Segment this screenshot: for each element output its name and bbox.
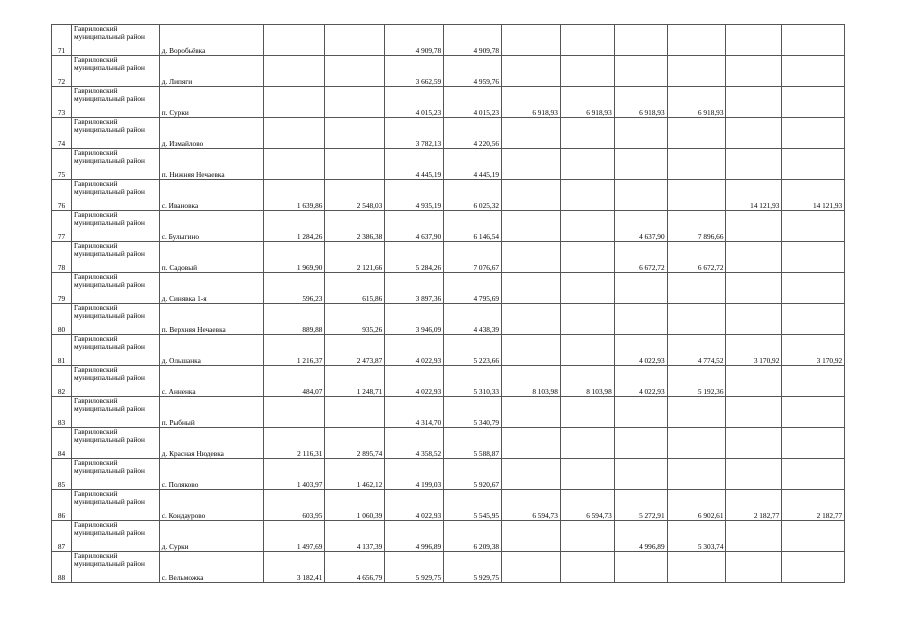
value-cell	[667, 25, 726, 56]
value-cell	[263, 25, 325, 56]
value-cell	[325, 25, 385, 56]
value-cell	[614, 304, 667, 335]
value-cell	[726, 521, 782, 552]
value-cell	[614, 552, 667, 583]
value-cell	[782, 428, 845, 459]
value-cell	[782, 397, 845, 428]
row-number-cell: 87	[52, 521, 72, 552]
value-cell: 2 116,31	[263, 428, 325, 459]
value-cell: 5 588,87	[444, 428, 502, 459]
value-cell: 4 438,39	[444, 304, 502, 335]
value-cell	[614, 180, 667, 211]
value-cell: 4 199,03	[385, 459, 444, 490]
value-cell	[726, 25, 782, 56]
value-cell: 4 220,56	[444, 118, 502, 149]
value-cell	[502, 242, 561, 273]
district-cell: Гавриловский муниципальный район	[71, 428, 159, 459]
row-number-cell: 74	[52, 118, 72, 149]
district-cell: Гавриловский муниципальный район	[71, 56, 159, 87]
value-cell: 6 594,73	[560, 490, 614, 521]
row-number-cell: 81	[52, 335, 72, 366]
value-cell: 2 182,77	[782, 490, 845, 521]
value-cell	[726, 87, 782, 118]
value-cell	[560, 397, 614, 428]
value-cell: 4 022,93	[614, 335, 667, 366]
value-cell: 4 022,93	[385, 490, 444, 521]
value-cell	[502, 521, 561, 552]
value-cell	[560, 304, 614, 335]
settlement-cell: п. Нижняя Нечаевка	[159, 149, 263, 180]
value-cell	[782, 521, 845, 552]
value-cell	[560, 149, 614, 180]
district-cell: Гавриловский муниципальный район	[71, 211, 159, 242]
settlement-cell: п. Сурки	[159, 87, 263, 118]
district-cell: Гавриловский муниципальный район	[71, 397, 159, 428]
value-cell: 2 182,77	[726, 490, 782, 521]
value-cell	[667, 180, 726, 211]
value-cell: 4 022,93	[385, 335, 444, 366]
value-cell: 6 918,93	[502, 87, 561, 118]
value-cell: 1 639,86	[263, 180, 325, 211]
value-cell: 4 996,89	[385, 521, 444, 552]
value-cell	[325, 149, 385, 180]
value-cell	[667, 56, 726, 87]
table-body	[52, 25, 905, 583]
value-cell	[614, 459, 667, 490]
value-cell: 3 662,59	[385, 56, 444, 87]
value-cell: 2 473,87	[325, 335, 385, 366]
row-number-cell: 82	[52, 366, 72, 397]
value-cell	[560, 428, 614, 459]
value-cell	[726, 397, 782, 428]
row-number-cell: 77	[52, 211, 72, 242]
table-row	[52, 397, 905, 428]
value-cell: 889,88	[263, 304, 325, 335]
value-cell: 2 121,66	[325, 242, 385, 273]
value-cell	[782, 304, 845, 335]
district-cell: Гавриловский муниципальный район	[71, 180, 159, 211]
value-cell: 4 656,79	[325, 552, 385, 583]
tariff-table	[51, 24, 905, 583]
value-cell: 4 022,93	[614, 366, 667, 397]
value-cell: 4 637,90	[385, 211, 444, 242]
table-row	[52, 304, 905, 335]
value-cell	[667, 397, 726, 428]
settlement-cell: с. Вельможка	[159, 552, 263, 583]
value-cell	[667, 552, 726, 583]
settlement-cell: д. Измайлово	[159, 118, 263, 149]
value-cell	[782, 211, 845, 242]
value-cell: 596,23	[263, 273, 325, 304]
value-cell: 5 920,67	[444, 459, 502, 490]
value-cell	[782, 87, 845, 118]
value-cell	[726, 242, 782, 273]
value-cell: 6 025,32	[444, 180, 502, 211]
table-row	[52, 56, 905, 87]
value-cell	[560, 335, 614, 366]
value-cell: 4 959,76	[444, 56, 502, 87]
value-cell: 4 909,78	[385, 25, 444, 56]
value-cell: 6 594,73	[502, 490, 561, 521]
value-cell: 3 170,92	[726, 335, 782, 366]
table-row	[52, 459, 905, 490]
value-cell: 1 248,71	[325, 366, 385, 397]
table-row	[52, 180, 905, 211]
value-cell	[614, 118, 667, 149]
value-cell	[726, 459, 782, 490]
value-cell	[782, 25, 845, 56]
district-cell: Гавриловский муниципальный район	[71, 366, 159, 397]
value-cell	[560, 180, 614, 211]
value-cell	[614, 149, 667, 180]
value-cell: 1 284,26	[263, 211, 325, 242]
value-cell: 4 314,70	[385, 397, 444, 428]
settlement-cell: п. Рыбный	[159, 397, 263, 428]
value-cell: 4 358,52	[385, 428, 444, 459]
table-row	[52, 149, 905, 180]
value-cell	[782, 56, 845, 87]
value-cell	[560, 242, 614, 273]
value-cell	[726, 118, 782, 149]
value-cell	[614, 428, 667, 459]
value-cell	[502, 428, 561, 459]
value-cell	[263, 118, 325, 149]
value-cell: 6 918,93	[614, 87, 667, 118]
value-cell: 6 672,72	[667, 242, 726, 273]
value-cell: 2 895,74	[325, 428, 385, 459]
value-cell	[782, 366, 845, 397]
value-cell	[263, 56, 325, 87]
value-cell: 1 403,97	[263, 459, 325, 490]
value-cell	[560, 552, 614, 583]
settlement-cell: д. Сурки	[159, 521, 263, 552]
settlement-cell: д. Ольшанка	[159, 335, 263, 366]
value-cell: 5 929,75	[385, 552, 444, 583]
row-number-cell: 78	[52, 242, 72, 273]
value-cell: 4 445,19	[385, 149, 444, 180]
value-cell: 7 076,67	[444, 242, 502, 273]
settlement-cell: с. Анненка	[159, 366, 263, 397]
settlement-cell: п. Садовый	[159, 242, 263, 273]
value-cell: 4 795,69	[444, 273, 502, 304]
value-cell	[325, 87, 385, 118]
value-cell: 5 310,33	[444, 366, 502, 397]
row-number-cell: 73	[52, 87, 72, 118]
value-cell	[726, 149, 782, 180]
value-cell: 5 223,66	[444, 335, 502, 366]
row-number-cell: 72	[52, 56, 72, 87]
value-cell	[502, 149, 561, 180]
value-cell	[263, 397, 325, 428]
value-cell: 5 272,91	[614, 490, 667, 521]
value-cell	[560, 211, 614, 242]
settlement-cell: с. Булыгино	[159, 211, 263, 242]
value-cell: 4 909,78	[444, 25, 502, 56]
value-cell	[726, 273, 782, 304]
value-cell: 1 497,69	[263, 521, 325, 552]
value-cell	[782, 118, 845, 149]
value-cell	[502, 211, 561, 242]
value-cell	[726, 56, 782, 87]
value-cell	[782, 273, 845, 304]
value-cell	[614, 56, 667, 87]
value-cell	[782, 459, 845, 490]
value-cell: 6 672,72	[614, 242, 667, 273]
district-cell: Гавриловский муниципальный район	[71, 273, 159, 304]
value-cell: 4 935,19	[385, 180, 444, 211]
table-row	[52, 211, 905, 242]
value-cell	[667, 304, 726, 335]
value-cell: 4 445,19	[444, 149, 502, 180]
settlement-cell: с. Ивановка	[159, 180, 263, 211]
value-cell	[502, 118, 561, 149]
district-cell: Гавриловский муниципальный район	[71, 149, 159, 180]
value-cell: 6 209,38	[444, 521, 502, 552]
table-row	[52, 366, 905, 397]
value-cell	[325, 56, 385, 87]
value-cell	[782, 552, 845, 583]
value-cell: 2 386,38	[325, 211, 385, 242]
settlement-cell: д. Воробьёвка	[159, 25, 263, 56]
value-cell	[726, 304, 782, 335]
value-cell: 5 303,74	[667, 521, 726, 552]
table-row	[52, 273, 905, 304]
table-row	[52, 428, 905, 459]
district-cell: Гавриловский муниципальный район	[71, 87, 159, 118]
district-cell: Гавриловский муниципальный район	[71, 490, 159, 521]
value-cell	[614, 25, 667, 56]
value-cell	[502, 459, 561, 490]
value-cell: 5 545,95	[444, 490, 502, 521]
value-cell: 4 996,89	[614, 521, 667, 552]
value-cell: 6 918,93	[667, 87, 726, 118]
value-cell: 8 103,98	[502, 366, 561, 397]
value-cell: 4 015,23	[385, 87, 444, 118]
value-cell	[726, 552, 782, 583]
value-cell: 5 340,79	[444, 397, 502, 428]
value-cell: 935,26	[325, 304, 385, 335]
row-number-cell: 86	[52, 490, 72, 521]
value-cell: 615,86	[325, 273, 385, 304]
value-cell: 8 103,98	[560, 366, 614, 397]
value-cell	[263, 149, 325, 180]
value-cell	[560, 118, 614, 149]
value-cell	[726, 428, 782, 459]
value-cell: 4 015,23	[444, 87, 502, 118]
district-cell: Гавриловский муниципальный район	[71, 25, 159, 56]
value-cell: 5 192,36	[667, 366, 726, 397]
value-cell	[614, 397, 667, 428]
value-cell: 3 182,41	[263, 552, 325, 583]
value-cell: 484,07	[263, 366, 325, 397]
value-cell: 4 774,52	[667, 335, 726, 366]
value-cell	[263, 87, 325, 118]
value-cell	[325, 397, 385, 428]
value-cell: 3 782,13	[385, 118, 444, 149]
value-cell	[560, 521, 614, 552]
district-cell: Гавриловский муниципальный район	[71, 118, 159, 149]
value-cell: 4 137,39	[325, 521, 385, 552]
value-cell	[667, 273, 726, 304]
settlement-cell: д. Синявка 1-я	[159, 273, 263, 304]
value-cell	[502, 552, 561, 583]
district-cell: Гавриловский муниципальный район	[71, 242, 159, 273]
value-cell: 4 022,93	[385, 366, 444, 397]
district-cell: Гавриловский муниципальный район	[71, 304, 159, 335]
value-cell: 6 902,61	[667, 490, 726, 521]
row-number-cell: 76	[52, 180, 72, 211]
value-cell: 5 284,26	[385, 242, 444, 273]
settlement-cell: п. Верхняя Нечаевка	[159, 304, 263, 335]
value-cell	[502, 304, 561, 335]
value-cell: 3 946,09	[385, 304, 444, 335]
value-cell	[502, 335, 561, 366]
value-cell	[502, 25, 561, 56]
value-cell: 1 060,39	[325, 490, 385, 521]
value-cell	[325, 118, 385, 149]
value-cell	[726, 211, 782, 242]
value-cell: 14 121,93	[726, 180, 782, 211]
value-cell	[667, 149, 726, 180]
row-number-cell: 88	[52, 552, 72, 583]
value-cell: 603,95	[263, 490, 325, 521]
value-cell	[502, 180, 561, 211]
settlement-cell: д. Красная Нюдевка	[159, 428, 263, 459]
value-cell: 4 637,90	[614, 211, 667, 242]
value-cell: 1 462,12	[325, 459, 385, 490]
value-cell: 3 897,36	[385, 273, 444, 304]
row-number-cell: 71	[52, 25, 72, 56]
value-cell	[560, 273, 614, 304]
value-cell	[726, 366, 782, 397]
value-cell: 1 969,90	[263, 242, 325, 273]
table-row	[52, 87, 905, 118]
value-cell: 14 121,93	[782, 180, 845, 211]
value-cell	[614, 273, 667, 304]
district-cell: Гавриловский муниципальный район	[71, 459, 159, 490]
value-cell: 7 896,66	[667, 211, 726, 242]
table-row	[52, 118, 905, 149]
settlement-cell: с. Кондаурово	[159, 490, 263, 521]
value-cell	[560, 56, 614, 87]
table-row	[52, 552, 905, 583]
value-cell	[502, 397, 561, 428]
row-number-cell: 80	[52, 304, 72, 335]
row-number-cell: 84	[52, 428, 72, 459]
row-number-cell: 85	[52, 459, 72, 490]
table-row	[52, 335, 905, 366]
settlement-cell: д. Липяги	[159, 56, 263, 87]
value-cell	[782, 242, 845, 273]
table-row	[52, 242, 905, 273]
value-cell: 6 146,54	[444, 211, 502, 242]
settlement-cell: с. Поляково	[159, 459, 263, 490]
table-row	[52, 521, 905, 552]
table-row	[52, 490, 905, 521]
row-number-cell: 75	[52, 149, 72, 180]
value-cell: 3 170,92	[782, 335, 845, 366]
value-cell: 6 918,93	[560, 87, 614, 118]
value-cell: 1 216,37	[263, 335, 325, 366]
district-cell: Гавриловский муниципальный район	[71, 521, 159, 552]
value-cell	[782, 149, 845, 180]
value-cell	[502, 56, 561, 87]
value-cell: 5 929,75	[444, 552, 502, 583]
table-row	[52, 25, 905, 56]
row-number-cell: 79	[52, 273, 72, 304]
value-cell	[502, 273, 561, 304]
value-cell	[667, 459, 726, 490]
row-number-cell: 83	[52, 397, 72, 428]
value-cell	[667, 428, 726, 459]
district-cell: Гавриловский муниципальный район	[71, 552, 159, 583]
value-cell	[560, 25, 614, 56]
value-cell: 2 548,03	[325, 180, 385, 211]
value-cell	[667, 118, 726, 149]
value-cell	[560, 459, 614, 490]
district-cell: Гавриловский муниципальный район	[71, 335, 159, 366]
